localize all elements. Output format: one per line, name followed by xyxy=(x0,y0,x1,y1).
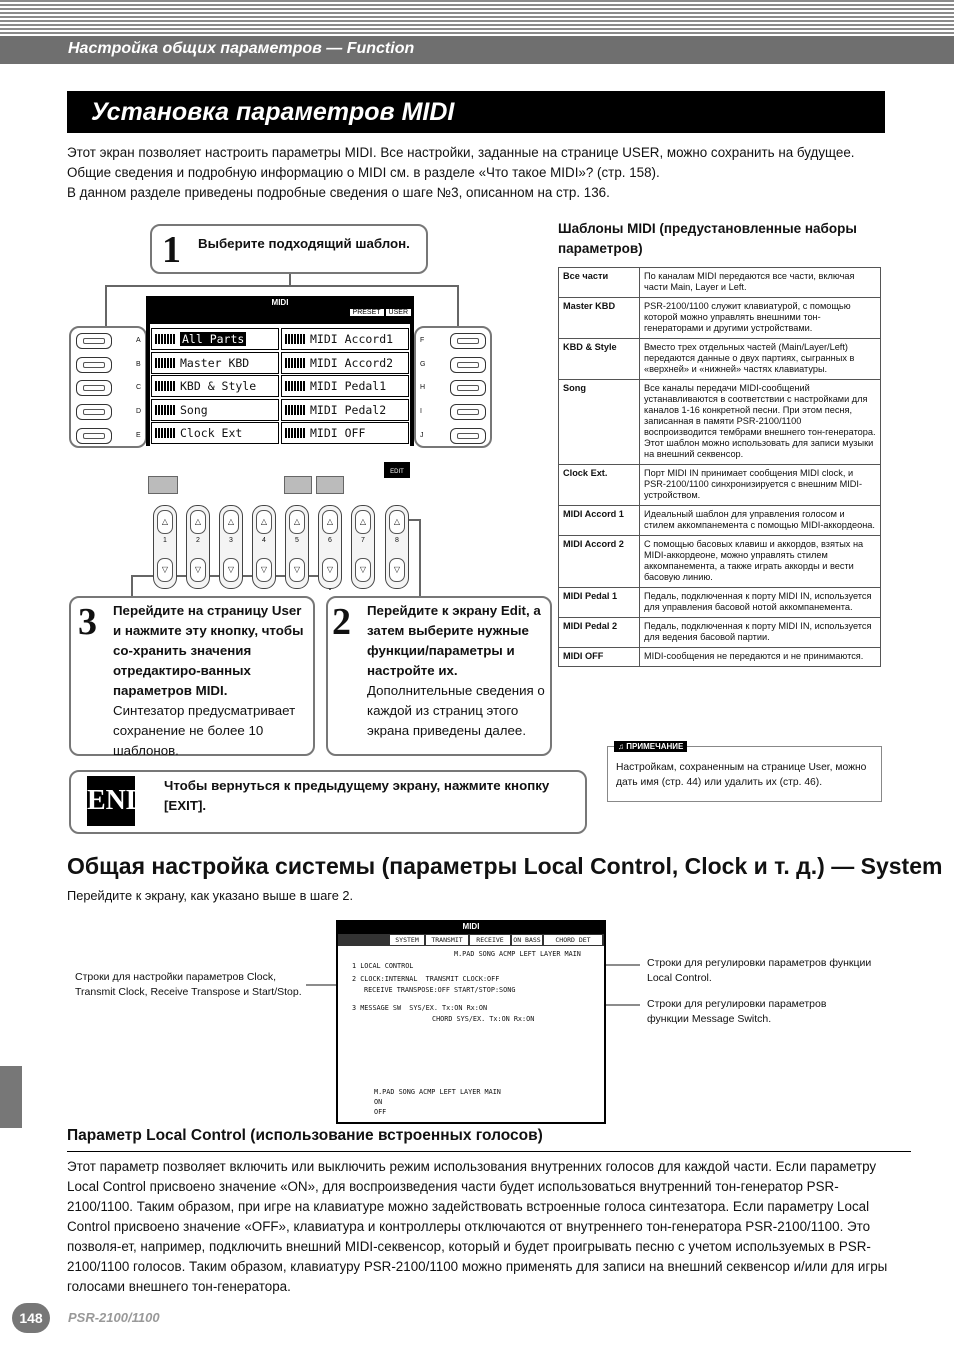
table-row: MIDI Pedal 2 Педаль, подключенная к порту MIDI IN, используется для ведения басовой партии. xyxy=(559,618,881,648)
template-item[interactable]: All Parts xyxy=(151,328,279,350)
number-button-5[interactable]: △ 5 ▽ xyxy=(285,505,309,589)
midi-icon xyxy=(155,381,175,391)
system-sub: Перейдите к экрану, как указано выше в шаге 2. xyxy=(67,888,354,903)
table-row: MIDI Accord 2 С помощью басовых клавиш и аккордов, взятых на MIDI-аккордеоне, можно управлять стилем аккомпанемента, а также играть аккорды и вести басовую линию. xyxy=(559,536,881,588)
page-number: 148 xyxy=(12,1303,50,1333)
midi-templates-heading: Шаблоны MIDI (предустановленные наборы параметров) xyxy=(558,221,857,256)
template-item[interactable]: Master KBD xyxy=(151,352,279,374)
system-heading: Общая настройка системы (параметры Local Control, Clock и т. д.) — System xyxy=(67,853,943,879)
tab-receive[interactable]: RECEIVE xyxy=(470,935,510,945)
side-tab xyxy=(0,1066,22,1128)
lcd-softkey[interactable] xyxy=(316,476,344,494)
annotation-right-2: Строки для регулировки параметров функции Message Switch. xyxy=(647,998,827,1025)
template-item[interactable]: Song xyxy=(151,399,279,421)
edit-button[interactable]: EDIT xyxy=(384,462,410,478)
step-3-text xyxy=(113,601,309,761)
midi-lcd-screen xyxy=(146,296,414,498)
button-g[interactable] xyxy=(450,357,486,373)
row-chord-sysex[interactable]: CHORD SYS/EX. Tx:ON Rx:ON xyxy=(432,1015,535,1023)
midi-icon xyxy=(285,334,305,344)
midi-templates-table xyxy=(558,267,881,667)
row-local-control[interactable]: 1 LOCAL CONTROL xyxy=(352,962,414,970)
button-d[interactable] xyxy=(76,404,112,420)
template-item[interactable]: Clock Ext xyxy=(151,422,279,444)
part-on-off-labels: M.PAD SONG ACMP LEFT LAYER MAIN xyxy=(374,1088,501,1096)
template-item[interactable]: KBD & Style xyxy=(151,375,279,397)
button-b[interactable] xyxy=(76,357,112,373)
button-e[interactable] xyxy=(76,428,112,444)
button-label: C xyxy=(136,384,142,391)
lcd-title: MIDI xyxy=(338,922,604,934)
annotation-right-1: Строки для регулировки параметров функции Local Control. xyxy=(647,957,872,984)
table-row: Все части По каналам MIDI передаются все части, включая части Main, Layer и Left. xyxy=(559,268,881,298)
row-receive-transpose[interactable]: RECEIVE TRANSPOSE:OFF START/STOP:SONG xyxy=(364,986,516,994)
intro-line: Этот экран позволяет настроить параметры MIDI. Все настройки, заданные на странице USER, можно сохранить на будущее. xyxy=(67,145,855,160)
intro-line: В данном разделе приведены подробные сведения о шаге №3, описанном на стр. 136. xyxy=(67,185,610,200)
lcd-softkey[interactable] xyxy=(148,476,178,494)
table-row: Master KBD PSR-2100/1100 служит клавиатурой, с помощью которой можно управлять внешними тон-генераторами и другими устройствами. xyxy=(559,298,881,339)
button-f[interactable] xyxy=(450,333,486,349)
lcd-tabs xyxy=(338,934,604,946)
step-number: 3 xyxy=(78,601,97,643)
step-2-plain: Дополнительные сведения о каждой из страниц этого экрана приведены далее. xyxy=(367,683,545,738)
table-row: Clock Ext. Порт MIDI IN принимает сообщения MIDI clock, и PSR-2100/1100 синхронизируется с внешним MIDI-устройством. xyxy=(559,465,881,506)
part-headers: M.PAD SONG ACMP LEFT LAYER MAIN xyxy=(454,950,581,958)
template-item[interactable]: MIDI Accord2 xyxy=(281,352,409,374)
system-lcd-screen xyxy=(336,920,606,1124)
template-item[interactable]: MIDI Pedal1 xyxy=(281,375,409,397)
end-icon: END xyxy=(87,776,135,826)
row-message-sw[interactable]: 3 MESSAGE SW SYS/EX. Tx:ON Rx:ON xyxy=(352,1004,488,1012)
midi-icon xyxy=(155,405,175,415)
tab-transmit[interactable]: TRANSMIT xyxy=(426,935,468,945)
intro-line: Общие сведения и подробную информацию о MIDI см. в разделе «Что такое MIDI»? (стр. 158). xyxy=(67,165,660,180)
button-label: B xyxy=(136,361,141,368)
button-i[interactable] xyxy=(450,404,486,420)
template-item[interactable]: MIDI Pedal2 xyxy=(281,399,409,421)
button-j[interactable] xyxy=(450,428,486,444)
button-label: E xyxy=(136,432,141,439)
off-values: OFF xyxy=(374,1108,387,1116)
tab-on-bass[interactable]: ON BASS xyxy=(513,936,541,944)
button-label: J xyxy=(420,432,424,439)
button-label: D xyxy=(136,408,142,415)
number-button-3[interactable]: △ 3 ▽ xyxy=(219,505,243,589)
annotation-left: Строки для настройки параметров Clock, Transmit Clock, Receive Transpose и Start/Stop. xyxy=(75,971,302,998)
divider xyxy=(67,1151,911,1152)
table-row: Song Все каналы передачи MIDI-сообщений устанавливаются в соответствии с настройками для каналов 1-16 конкретной песни. При этом песня, записанная в памяти PSR-2100/1100 воспроизводится тембрами внешнего тон-генератора. Этот шаблон можно использовать для записи музыки на внешний секвенсор. xyxy=(559,380,881,465)
midi-icon xyxy=(285,381,305,391)
number-button-1[interactable]: △ 1 ▽ xyxy=(153,505,177,589)
number-button-4[interactable]: △ 4 ▽ xyxy=(252,505,276,589)
lcd-softkey[interactable] xyxy=(284,476,312,494)
lcd-title: MIDI xyxy=(271,298,289,307)
midi-icon xyxy=(285,428,305,438)
button-label: H xyxy=(420,384,426,391)
page-title: Установка параметров MIDI xyxy=(91,98,455,126)
template-grid xyxy=(150,324,410,446)
lcd-tabs xyxy=(348,309,411,316)
local-control-body: Этот параметр позволяет включить или выключить режим использования внутренних голосов для каждой части. Если параметру Local Control присвоено значение «ON», для воспроизведения части будет использоваться внутренний тон-генератор PSR-2100/1100. Таким образом, при игре на клавиатуре можно задействовать встроенные голоса синтезатора. Если параметру Local Control присвоено значение «OFF», клавиатура и контроллеры отключаются от внутреннего тон-генератора PSR-2100/1100. Это позволя-ет, например, подключить внешний MIDI-секвенсор, который и будет проигрывать песню с учетом используемых в PSR-2100/1100 голосов. Таким образом, клавиатуру PSR-2100/1100 можно применять для записи на внешний секвенсор и/или для игры голосами внешнего тон-генератора. xyxy=(67,1159,888,1294)
step-3-plain: Синтезатор предусматривает сохранение не более 10 шаблонов. xyxy=(113,703,296,758)
on-values: ON xyxy=(374,1098,383,1106)
number-button-6[interactable]: △ 6 ▽ xyxy=(318,505,342,589)
note-text: Настройкам, сохраненным на странице User, можно дать имя (стр. 44) или удалить их (стр. 46). xyxy=(616,762,867,788)
table-row: MIDI Pedal 1 Педаль, подключенная к порту MIDI IN, используется для управления басовой нотой аккомпанемента. xyxy=(559,588,881,618)
row-clock[interactable]: 2 CLOCK:INTERNAL TRANSMIT CLOCK:OFF xyxy=(352,975,500,983)
button-h[interactable] xyxy=(450,380,486,396)
midi-icon xyxy=(155,334,175,344)
step-1-text: Выберите подходящий шаблон. xyxy=(198,236,410,251)
template-item[interactable]: MIDI Accord1 xyxy=(281,328,409,350)
note-tag: ♫ ПРИМЕЧАНИЕ xyxy=(614,741,687,752)
button-label: G xyxy=(420,361,426,368)
step-number: 1 xyxy=(162,229,181,271)
step-2-bold: Перейдите к экрану Edit, а затем выберите нужные функции/параметры и настройте их. xyxy=(367,603,541,678)
step-number: 2 xyxy=(332,601,351,643)
step-3-bold: Перейдите на страницу User и нажмите эту кнопку, чтобы со-хранить значения отредактиро-ванных параметров MIDI. xyxy=(113,603,304,698)
button-label: I xyxy=(420,408,422,415)
midi-icon xyxy=(155,428,175,438)
tab-user[interactable]: USER xyxy=(386,309,411,316)
button-c[interactable] xyxy=(76,380,112,396)
number-button-2[interactable]: △ 2 ▽ xyxy=(186,505,210,589)
template-item[interactable]: MIDI OFF xyxy=(281,422,409,444)
tab-system[interactable]: SYSTEM xyxy=(390,935,424,945)
table-row: MIDI OFF MIDI-сообщения не передаются и не принимаются. xyxy=(559,648,881,667)
midi-icon xyxy=(155,358,175,368)
midi-icon xyxy=(285,358,305,368)
lcd-bottom-area xyxy=(146,446,414,498)
local-control-heading: Параметр Local Control (использование встроенных голосов) xyxy=(67,1127,543,1144)
model-name: PSR-2100/1100 xyxy=(68,1310,160,1325)
tab-preset[interactable]: PRESET xyxy=(350,309,384,316)
section-title: Настройка общих параметров — Function xyxy=(68,40,415,57)
table-row: MIDI Accord 1 Идеальный шаблон для управления голосом и стилем аккомпанемента с помощью MIDI-аккордеона. xyxy=(559,506,881,536)
midi-icon xyxy=(285,405,305,415)
end-text: Чтобы вернуться к предыдущему экрану, нажмите кнопку [EXIT]. xyxy=(164,778,550,813)
tab-chord-det[interactable]: CHORD DET xyxy=(544,935,602,945)
step-2-text xyxy=(367,601,545,741)
number-button-8[interactable]: △ 8 ▽ xyxy=(385,505,409,589)
button-label: F xyxy=(420,337,425,344)
table-row: KBD & Style Вместо трех отдельных частей (Main/Layer/Left) передаются данные о двух партиях, сыгранных в «верхней» и «нижней» частях клавиатуры. xyxy=(559,339,881,380)
button-a[interactable] xyxy=(76,333,112,349)
number-button-7[interactable]: △ 7 ▽ xyxy=(351,505,375,589)
button-label: A xyxy=(136,337,141,344)
